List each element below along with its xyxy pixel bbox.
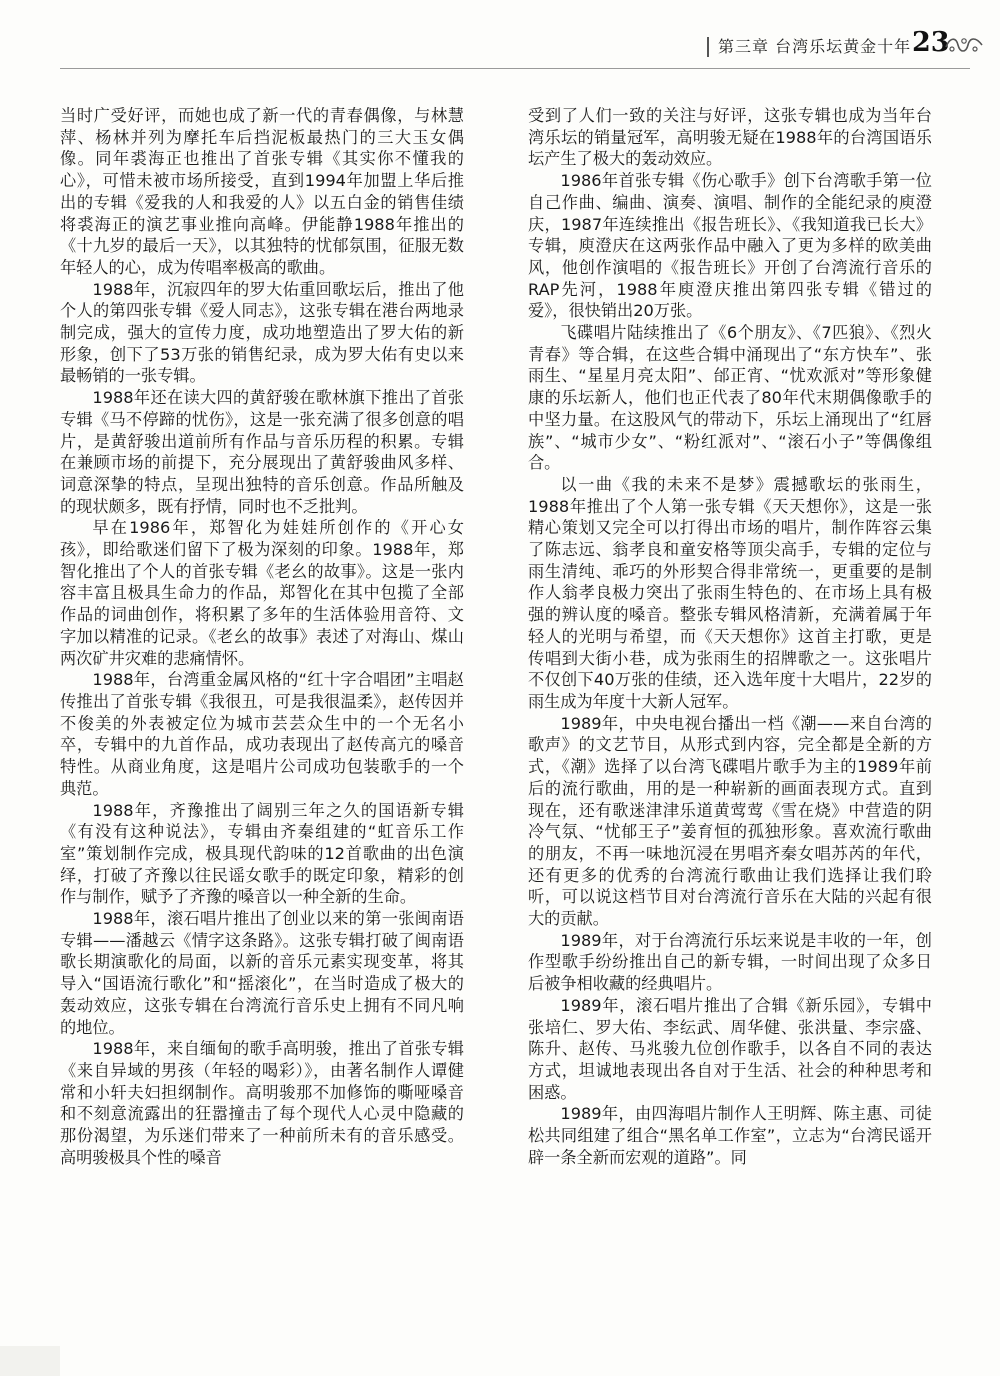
decorative-ornament-icon xyxy=(944,33,984,57)
left-column xyxy=(60,105,464,1168)
chapter-title: 第三章 台湾乐坛黄金十年 xyxy=(718,37,912,56)
paragraph: 1988年，齐豫推出了阔别三年之久的国语新专辑《有没有这种说法》，专辑由齐秦组建的“虹音乐工作室”策划制作完成，极具现代韵味的12首歌曲的出色演绎，打破了齐豫以往民谣女歌手的既定印象，精彩的创作与制作，赋予了齐豫的嗓音以一种全新的生命。 xyxy=(60,800,464,907)
paragraph: 早在1986年，郑智化为娃娃所创作的《开心女孩》，即给歌迷们留下了极为深刻的印象。1988年，郑智化推出了个人的首张专辑《老幺的故事》。这是一张内容丰富且极具生命力的作品，郑智化在其中包揽了全部作品的词曲创作，将积累了多年的生活体验用音符、文字加以精准的记录。《老幺的故事》表述了对海山、煤山两次矿井灾难的悲痛情怀。 xyxy=(60,518,464,668)
header-divider xyxy=(707,37,709,57)
paragraph: 1988年，滚石唱片推出了创业以来的第一张闽南语专辑——潘越云《情字这条路》。这张专辑打破了闽南语歌长期演歌化的局面，以新的音乐元素实现变革，将其导入“国语流行歌化”和“摇滚化”，在当时造成了极大的轰动效应，这张专辑在台湾流行音乐史上拥有不同凡响的地位。 xyxy=(60,909,464,1037)
paragraph: 1988年，来自缅甸的歌手高明骏，推出了首张专辑《来自异域的男孩（年轻的喝彩）》，由著名制作人谭健常和小轩夫妇担纲制作。高明骏那不加修饰的嘶哑嗓音和不刻意流露出的狂嚣撞击了每个现代人心灵中隐藏的那份渴望，为乐迷们带来了一种前所未有的音乐感受。高明骏极具个性的嗓音 xyxy=(60,1039,464,1167)
paragraph: 以一曲《我的未来不是梦》震撼歌坛的张雨生，1988年推出了个人第一张专辑《天天想你》，这是一张精心策划又完全可以打得出市场的唱片，制作阵容云集了陈志远、翁孝良和童安格等顶尖高手，专辑的定位与雨生清纯、乖巧的外形契合得非常统一，更重要的是制作人翁孝良极力突出了张雨生特色的、在市场上具有极强的辨认度的嗓音。整张专辑风格清新，充满着属于年轻人的光明与希望，而《天天想你》这首主打歌，更是传唱到大街小巷，成为张雨生的招牌歌之一。这张唱片不仅创下40万张的佳绩，还入选年度十大唱片，22岁的雨生成为年度十大新人冠军。 xyxy=(528,474,932,711)
paragraph: 1988年，台湾重金属风格的“红十字合唱团”主唱赵传推出了首张专辑《我很丑，可是我很温柔》，赵传因并不俊美的外表被定位为城市芸芸众生中的一个无名小卒，专辑中的九首作品，成功表现出了赵传高亢的嗓音特性。从商业角度，这是唱片公司成功包装歌手的一个典范。 xyxy=(60,670,464,798)
page-corner-shade xyxy=(0,1346,60,1376)
paragraph: 1988年，沉寂四年的罗大佑重回歌坛后，推出了他个人的第四张专辑《爱人同志》，这张专辑在港台两地录制完成，强大的宣传力度，成功地塑造出了罗大佑的新形象，创下了53万张的销售纪录，成为罗大佑有史以来最畅销的一张专辑。 xyxy=(60,279,464,386)
page-number: 23 xyxy=(912,27,950,58)
paragraph: 1989年，滚石唱片推出了合辑《新乐园》，专辑中张培仁、罗大佑、李纭武、周华健、张洪量、李宗盛、陈升、赵传、马兆骏九位创作歌手，以各自不同的表达方式，坦诚地表现出各自对于生活、社会的种种思考和困惑。 xyxy=(528,995,932,1102)
paragraph: 1988年还在读大四的黄舒骏在歌林旗下推出了首张专辑《马不停蹄的忧伤》，这是一张充满了很多创意的唱片，是黄舒骏出道前所有作品与音乐历程的积累。专辑在兼顾市场的前提下，充分展现出了黄舒骏曲风多样、词意深挚的特点，呈现出独特的音乐创意。作品所触及的现状颇多，既有抒情，同时也不乏批判。 xyxy=(60,388,464,516)
paragraph: 受到了人们一致的关注与好评，这张专辑也成为当年台湾乐坛的销量冠军，高明骏无疑在1988年的台湾国语乐坛产生了极大的轰动效应。 xyxy=(528,106,932,169)
paragraph: 1989年，由四海唱片制作人王明辉、陈主惠、司徒松共同组建了组合“黑名单工作室”，立志为“台湾民谣开辟一条全新而宏观的道路”。同 xyxy=(528,1104,932,1167)
header-rule xyxy=(60,68,970,69)
page-header xyxy=(0,0,1000,72)
right-column xyxy=(528,105,932,1168)
paragraph: 飞碟唱片陆续推出了《6个朋友》、《7匹狼》、《烈火青春》等合辑，在这些合辑中涌现出了“东方快车”、张雨生、“星星月亮太阳”、邰正宵、“忧欢派对”等形象健康的乐坛新人，他们也正代表了80年代末期偶像歌手的中坚力量。在这股风气的带动下，乐坛上涌现出了“红唇族”、“城市少女”、“粉红派对”、“滚石小子”等偶像组合。 xyxy=(528,323,932,473)
paragraph: 1986年首张专辑《伤心歌手》创下台湾歌手第一位自己作曲、编曲、演奏、演唱、制作的全能纪录的庾澄庆，1987年连续推出《报告班长》、《我知道我已长大》专辑，庾澄庆在这两张作品中融入了更为多样的欧美曲风，他创作演唱的《报告班长》开创了台湾流行音乐的RAP先河，1988年庾澄庆推出第四张专辑《错过的爱》，很快销出20万张。 xyxy=(528,171,932,321)
paragraph: 1989年，中央电视台播出一档《潮——来自台湾的歌声》的文艺节目，从形式到内容，完全都是全新的方式，《潮》选择了以台湾飞碟唱片歌手为主的1989年前后的流行歌曲，用的是一种崭新的画面表现方式。直到现在，还有歌迷津津乐道黄莺莺《雪在烧》中营造的阴冷气氛、“忧郁王子”姜育恒的孤独形象。喜欢流行歌曲的朋友，不再一味地沉浸在男唱齐秦女唱苏芮的年代，还有更多的优秀的台湾流行歌曲让我们选择让我们聆听，可以说这档节目对台湾流行音乐在大陆的兴起有很大的贡献。 xyxy=(528,713,932,929)
paragraph: 1989年，对于台湾流行乐坛来说是丰收的一年，创作型歌手纷纷推出自己的新专辑，一时间出现了众多日后被争相收藏的经典唱片。 xyxy=(528,930,932,994)
paragraph: 当时广受好评，而她也成了新一代的青春偶像，与林慧萍、杨林并列为摩托车后挡泥板最热门的三大玉女偶像。同年裘海正也推出了首张专辑《其实你不懂我的心》，可惜未被市场所接受，直到1994年加盟上华后推出的专辑《爱我的人和我爱的人》以五白金的销售佳绩将裘海正的演艺事业推向高峰。伊能静1988年推出的《十九岁的最后一天》，以其独特的忧郁氛围，征服无数年轻人的心，成为传唱率极高的歌曲。 xyxy=(60,106,464,277)
